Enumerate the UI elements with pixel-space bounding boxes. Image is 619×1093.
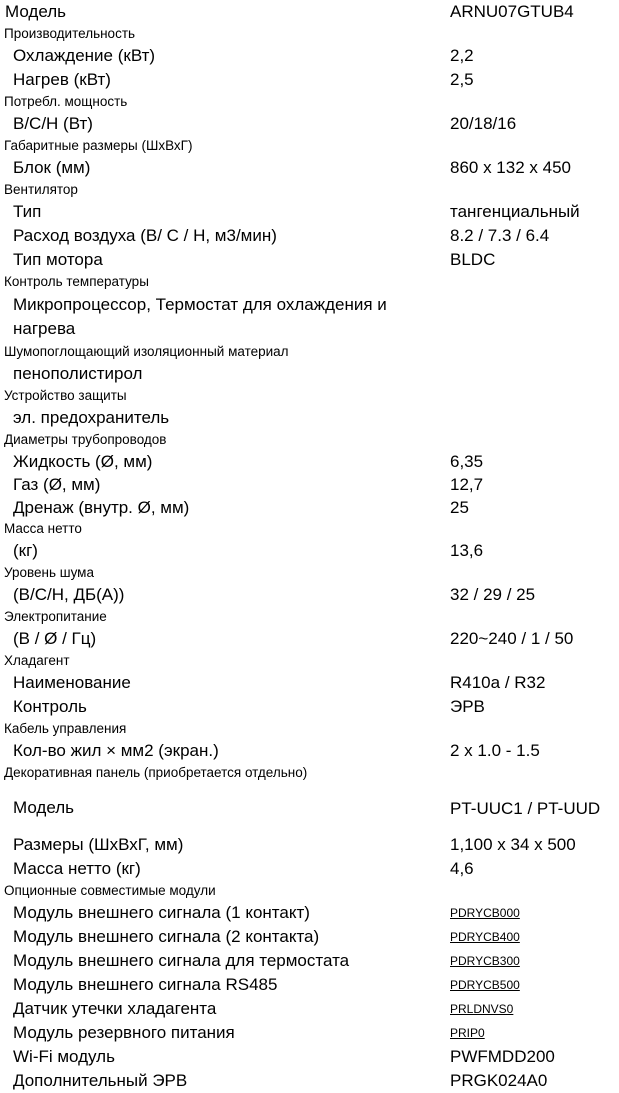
- label: Дополнительный ЭРВ: [13, 1071, 188, 1090]
- value: 13,6: [450, 541, 484, 560]
- label: Модель: [13, 798, 75, 817]
- row-mod1: [0, 901, 619, 925]
- row-heating: [0, 68, 619, 92]
- value: 2,2: [450, 46, 474, 65]
- module-link[interactable]: PDRYCB500: [450, 978, 520, 992]
- value: BLDC: [450, 250, 496, 269]
- row-mod2: [0, 925, 619, 949]
- label: Охлаждение (кВт): [13, 46, 156, 65]
- module-link[interactable]: PRIP0: [450, 1026, 485, 1040]
- value: R410a / R32: [450, 673, 546, 692]
- section-protection: Устройство защиты: [4, 388, 127, 403]
- label: эл. предохранитель: [13, 408, 170, 427]
- label: пенополистирол: [13, 364, 143, 383]
- section-power: Потребл. мощность: [4, 94, 128, 109]
- row-block: [0, 156, 619, 180]
- row-panel-size: [0, 833, 619, 857]
- row-drain: [0, 496, 619, 519]
- label: Модуль внешнего сигнала для термостата: [13, 951, 350, 970]
- label: Модуль внешнего сигнала RS485: [13, 975, 278, 994]
- label: Датчик утечки хладагента: [13, 999, 217, 1018]
- row-supply: [0, 627, 619, 651]
- value: 6,35: [450, 451, 484, 471]
- value: PT-UUC1 / PT-UUD: [450, 798, 601, 818]
- module-link[interactable]: PRLDNVS0: [450, 1002, 514, 1016]
- value: 860 x 132 x 450: [450, 158, 571, 177]
- section-pipes: Диаметры трубопроводов: [4, 432, 167, 447]
- label: (кг): [13, 541, 38, 560]
- row-erv: [0, 1069, 619, 1093]
- section-modules: Опционные совместимые модули: [4, 883, 216, 898]
- label: Модуль внешнего сигнала (2 контакта): [13, 927, 320, 946]
- row-fan-type: [0, 200, 619, 224]
- section-refrigerant: Хладагент: [4, 653, 70, 668]
- label: Тип мотора: [13, 250, 103, 269]
- label: Блок (мм): [13, 158, 91, 177]
- label: Модуль резервного питания: [13, 1023, 235, 1042]
- section-mass: Масса нетто: [4, 521, 82, 536]
- row-leak: [0, 997, 619, 1021]
- row-liquid: [0, 450, 619, 473]
- row-panel-mass: [0, 857, 619, 881]
- section-cable: Кабель управления: [4, 721, 127, 736]
- row-backup: [0, 1021, 619, 1045]
- section-performance: Производительность: [4, 26, 136, 41]
- label: Жидкость (Ø, мм): [13, 451, 153, 471]
- value: 32 / 29 / 25: [450, 585, 536, 604]
- row-airflow: [0, 224, 619, 248]
- label: Масса нетто (кг): [13, 859, 141, 878]
- label: Нагрев (кВт): [13, 70, 111, 89]
- value: 2 x 1.0 - 1.5: [450, 741, 540, 760]
- row-insulation: [0, 362, 619, 386]
- value: 220~240 / 1 / 50: [450, 629, 574, 648]
- section-panel: Декоративная панель (приобретается отдельно): [4, 765, 308, 780]
- row-panel-model: [0, 783, 619, 833]
- section-dims: Габаритные размеры (ШхВхГ): [4, 138, 193, 153]
- value: 25: [450, 497, 469, 517]
- value: тангенциальный: [450, 202, 580, 221]
- row-ref-name: [0, 671, 619, 695]
- row-ref-ctrl: [0, 695, 619, 719]
- row-fuse: [0, 406, 619, 430]
- value: 12,7: [450, 474, 484, 494]
- label: Расход воздуха (В/ С / Н, м3/мин): [13, 226, 277, 245]
- value: 4,6: [450, 859, 474, 878]
- row-power: [0, 112, 619, 136]
- module-link[interactable]: PDRYCB300: [450, 954, 520, 968]
- model-label: Модель: [5, 2, 67, 21]
- module-link[interactable]: PDRYCB000: [450, 906, 520, 920]
- model-row: [0, 0, 619, 24]
- label: Наименование: [13, 673, 131, 692]
- label: (В/С/Н, ДБ(А)): [13, 585, 125, 604]
- value: 8.2 / 7.3 / 6.4: [450, 226, 550, 245]
- label: Газ (Ø, мм): [13, 474, 101, 494]
- row-gas: [0, 473, 619, 496]
- section-noise: Уровень шума: [4, 565, 94, 580]
- label: Размеры (ШхВхГ, мм): [13, 835, 184, 854]
- section-insulation: Шумопоглощающий изоляционный материал: [4, 344, 289, 359]
- model-value: ARNU07GTUB4: [450, 2, 574, 21]
- value: 1,100 x 34 x 500: [450, 835, 576, 854]
- value: 20/18/16: [450, 114, 517, 133]
- value: 2,5: [450, 70, 474, 89]
- label: Модуль внешнего сигнала (1 контакт): [13, 903, 310, 922]
- row-cable: [0, 739, 619, 763]
- label: (В / Ø / Гц): [13, 629, 97, 648]
- label: В/С/Н (Вт): [13, 114, 93, 133]
- value: PRGK024A0: [450, 1071, 548, 1090]
- row-mass: [0, 539, 619, 563]
- value: ЭРВ: [450, 697, 485, 716]
- label: Микропроцессор, Термостат для охлаждения и нагрева: [13, 295, 387, 338]
- row-motor: [0, 248, 619, 272]
- section-supply: Электропитание: [4, 609, 107, 624]
- label: Дренаж (внутр. Ø, мм): [13, 497, 190, 517]
- row-cooling: [0, 44, 619, 68]
- section-fan: Вентилятор: [4, 182, 78, 197]
- label: Wi-Fi модуль: [13, 1047, 115, 1066]
- label: Тип: [13, 202, 42, 221]
- row-mod3: [0, 949, 619, 973]
- label: Кол-во жил × мм2 (экран.): [13, 741, 219, 760]
- label: Контроль: [13, 697, 87, 716]
- row-temp-ctrl: [0, 292, 619, 342]
- value: PWFMDD200: [450, 1047, 555, 1066]
- row-noise: [0, 583, 619, 607]
- row-mod4: [0, 973, 619, 997]
- row-wifi: [0, 1045, 619, 1069]
- module-link[interactable]: PDRYCB400: [450, 930, 520, 944]
- section-temp: Контроль температуры: [4, 274, 149, 289]
